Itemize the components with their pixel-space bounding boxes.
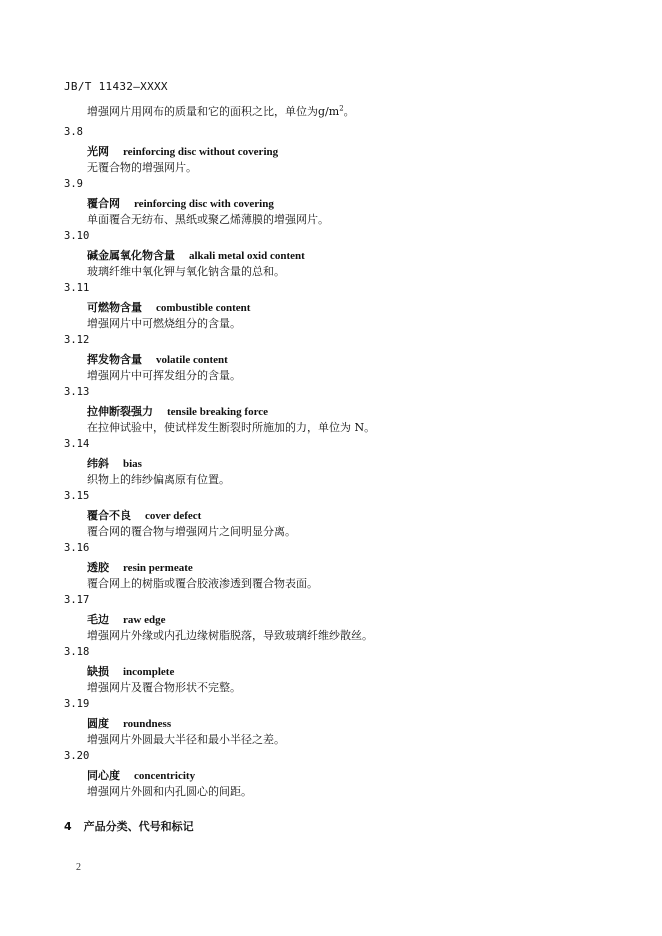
term-3-9 <box>64 176 624 228</box>
term-number: 3.12 <box>64 334 90 346</box>
term-title-en: combustible content <box>156 302 251 314</box>
term-title-en: volatile content <box>156 354 228 366</box>
term-number: 3.19 <box>64 698 90 710</box>
term-title-zh: 覆合网 <box>87 197 120 210</box>
term-number: 3.9 <box>64 178 83 190</box>
term-title-en: concentricity <box>134 770 196 782</box>
term-3-14 <box>64 436 624 488</box>
term-title-zh: 缺损 <box>87 665 109 678</box>
term-3-13 <box>64 384 624 436</box>
page-number: 2 <box>76 862 81 873</box>
term-title-en: cover defect <box>145 510 202 522</box>
intro-text: 增强网片用网布的质量和它的面积之比，单位为g/m <box>87 105 340 118</box>
term-definition: 增强网片外圆最大半径和最小半径之差。 <box>87 733 285 746</box>
term-title-zh: 碱金属氧化物含量 <box>87 249 175 262</box>
term-title-en: tensile breaking force <box>167 406 269 418</box>
term-title <box>64 352 624 368</box>
term-definition: 单面覆合无纺布、黑纸或聚乙烯薄膜的增强网片。 <box>87 213 329 226</box>
term-definition: 增强网片外缘或内孔边缘树脂脱落，导致玻璃纤维纱散丝。 <box>87 629 373 642</box>
term-title-zh: 同心度 <box>87 769 120 782</box>
term-title <box>64 196 624 212</box>
term-number: 3.11 <box>64 282 90 294</box>
intro-paragraph <box>87 104 355 120</box>
term-3-20 <box>64 748 624 800</box>
section-title: 产品分类、代号和标记 <box>83 820 194 833</box>
term-definition: 增强网片及覆合物形状不完整。 <box>87 681 241 694</box>
term-definition: 在拉伸试验中，使试样发生断裂时所施加的力，单位为 N。 <box>87 421 376 434</box>
section-heading <box>64 818 194 834</box>
term-number: 3.10 <box>64 230 90 242</box>
term-title <box>64 508 624 524</box>
term-title-en: reinforcing disc without covering <box>123 146 279 158</box>
term-3-16 <box>64 540 624 592</box>
term-definition: 增强网片中可挥发组分的含量。 <box>87 369 241 382</box>
term-number: 3.16 <box>64 542 90 554</box>
term-title <box>64 144 624 160</box>
term-definition: 无覆合物的增强网片。 <box>87 161 197 174</box>
term-title <box>64 716 624 732</box>
term-title-en: incomplete <box>123 666 175 678</box>
term-title-en: roundness <box>123 718 172 730</box>
term-number: 3.8 <box>64 126 83 138</box>
term-title <box>64 560 624 576</box>
term-title <box>64 612 624 628</box>
term-definition: 覆合网上的树脂或覆合胶液渗透到覆合物表面。 <box>87 577 318 590</box>
term-title-zh: 纬斜 <box>87 457 109 470</box>
term-title <box>64 664 624 680</box>
term-number: 3.15 <box>64 490 90 502</box>
term-number: 3.18 <box>64 646 90 658</box>
term-3-17 <box>64 592 624 644</box>
intro-superscript: 2 <box>339 104 344 113</box>
term-title-zh: 圆度 <box>87 717 109 730</box>
term-title <box>64 248 624 264</box>
term-title <box>64 768 624 784</box>
intro-tail: 。 <box>343 105 355 118</box>
term-title-zh: 拉伸断裂强力 <box>87 405 153 418</box>
term-title-en: bias <box>123 458 142 470</box>
term-definition: 玻璃纤维中氧化钾与氧化钠含量的总和。 <box>87 265 285 278</box>
term-definition: 覆合网的覆合物与增强网片之间明显分离。 <box>87 525 296 538</box>
term-3-18 <box>64 644 624 696</box>
term-title <box>64 300 624 316</box>
term-title-en: reinforcing disc with covering <box>134 198 274 210</box>
term-title-zh: 透胶 <box>87 561 109 574</box>
term-3-12 <box>64 332 624 384</box>
term-definition: 织物上的纬纱偏离原有位置。 <box>87 473 230 486</box>
term-3-11 <box>64 280 624 332</box>
term-3-10 <box>64 228 624 280</box>
term-number: 3.14 <box>64 438 90 450</box>
term-title <box>64 456 624 472</box>
term-3-8 <box>64 124 624 176</box>
term-definition: 增强网片外圆和内孔圆心的间距。 <box>87 785 252 798</box>
term-title <box>64 404 624 420</box>
term-title-zh: 毛边 <box>87 613 109 626</box>
term-title-en: resin permeate <box>123 562 193 574</box>
term-title-en: alkali metal oxid content <box>189 250 305 262</box>
term-number: 3.13 <box>64 386 90 398</box>
document-header: JB/T 11432—XXXX <box>64 80 168 93</box>
term-definition: 增强网片中可燃烧组分的含量。 <box>87 317 241 330</box>
term-title-zh: 可燃物含量 <box>87 301 142 314</box>
term-number: 3.20 <box>64 750 90 762</box>
term-title-zh: 覆合不良 <box>87 509 131 522</box>
term-3-15 <box>64 488 624 540</box>
term-title-zh: 挥发物含量 <box>87 353 142 366</box>
term-number: 3.17 <box>64 594 90 606</box>
term-title-zh: 光网 <box>87 145 109 158</box>
section-number: 4 <box>64 820 72 833</box>
term-3-19 <box>64 696 624 748</box>
term-title-en: raw edge <box>123 614 166 626</box>
